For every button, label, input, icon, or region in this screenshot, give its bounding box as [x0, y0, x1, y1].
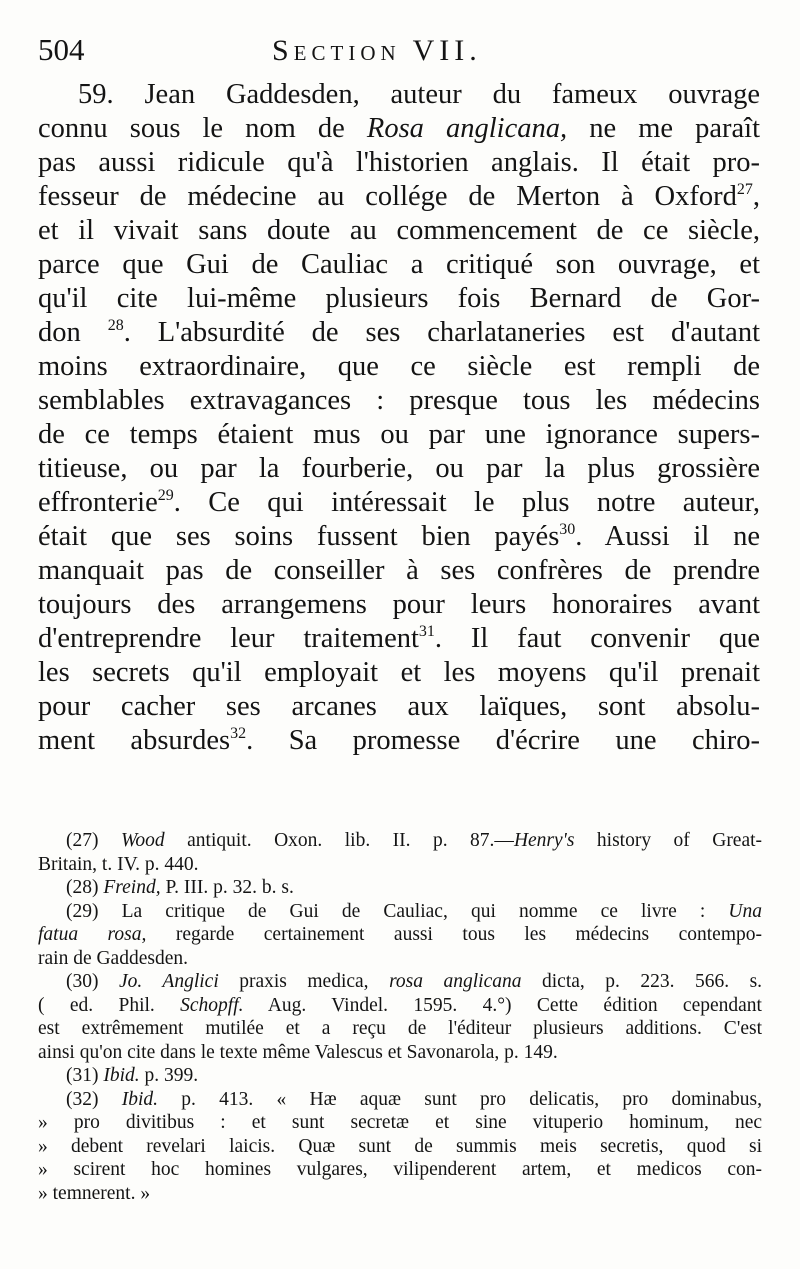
text-line: don $^{28}$. L'absurdité de ses charlataneries est d'autant [38, 317, 760, 348]
footnote-number: (29) [66, 900, 99, 922]
footnote-32: (32) Ibid. p. 413. « Hæ aquæ sunt pro delicatis, pro dominabus, [66, 1088, 762, 1110]
text-line: pour cacher ses arcanes aux laïques, sont absolu- [38, 691, 760, 722]
text-line: connu sous le nom de Rosa anglicana, ne me paraît [38, 113, 760, 144]
text-line: 59. Jean Gaddesden, auteur du fameux ouvrage [78, 79, 760, 110]
footnote-31: (31) Ibid. p. 399. [66, 1065, 199, 1086]
text-line: parce que Gui de Cauliac a critiqué son ouvrage, et [38, 249, 760, 280]
footnote-line: rain de Gaddesden. [38, 947, 188, 969]
footnote-number: (32) [66, 1088, 99, 1110]
footnote-number: (27) [66, 830, 99, 851]
text-line: qu'il cite lui-même plusieurs fois Bernard de Gor- [38, 283, 760, 314]
text-line: d'entreprendre leur traitement$^{31}$. Il faut convenir que [38, 623, 760, 654]
section-title: Section VII. [272, 34, 482, 67]
footnote-line: ainsi qu'on cite dans le texte même Valescus et Savonarola, p. 149. [38, 1041, 558, 1063]
text-line: toujours des arrangemens pour leurs honoraires avant [38, 589, 760, 620]
page-number: 504 [38, 32, 85, 67]
footnote-line: » debent revelari laicis. Quæ sunt de summis meis secretis, quod si [38, 1135, 762, 1157]
text-line: effronterie$^{29}$. Ce qui intéressait le plus notre auteur, [38, 487, 760, 518]
footnote-line: » pro divitibus : et sunt secretæ et sine vituperio hominum, nec [38, 1112, 762, 1133]
text-line: semblables extravagances : presque tous les médecins [38, 385, 760, 416]
footnote-number: (30) [66, 971, 99, 992]
text-line: manquait pas de conseiller à ses confrères de prendre [38, 555, 760, 586]
paragraph-number: 59. [78, 79, 114, 110]
book-title: Rosa anglicana, [366, 113, 568, 144]
text-line: pas aussi ridicule qu'à l'historien anglais. Il était pro- [38, 147, 760, 178]
footnote-line: Britain, t. IV. p. 440. [38, 853, 199, 875]
footnote-27: (27) Wood antiquit. Oxon. lib. II. p. 87.—Henry's history of Great- [66, 830, 762, 851]
text-line: de ce temps étaient mus ou par une ignorance supers- [38, 419, 760, 450]
footnote-line: est extrêmement mutilée et a reçu de l'éditeur plusieurs additions. C'est [38, 1018, 762, 1039]
text-line: les secrets qu'il employait et les moyens qu'il prenait [38, 657, 760, 688]
footnote-30: (30) Jo. Anglici praxis medica, rosa anglicana dicta, p. 223. 566. s. [66, 971, 762, 992]
footnote-29: (29) La critique de Gui de Cauliac, qui nomme ce livre : Una [66, 900, 762, 922]
footnote-line: » temnerent. » [38, 1182, 151, 1204]
text-line: moins extraordinaire, que ce siècle est rempli de [38, 351, 760, 382]
text-line: titieuse, ou par la fourberie, ou par la plus grossière [38, 453, 760, 484]
footnote-ref[interactable]: 30 [559, 521, 576, 538]
footnote-ref[interactable]: 28 [107, 317, 124, 334]
footnote-ref[interactable]: 27 [736, 181, 753, 198]
footnote-ref[interactable]: 32 [230, 725, 247, 742]
footnote-ref[interactable]: 31 [418, 623, 435, 640]
footnote-line: » scirent hoc homines vulgares, vilipenderent artem, et medicos con- [38, 1159, 762, 1180]
text-line: était que ses soins fussent bien payés$^{30}$. Aussi il ne [38, 521, 760, 552]
text-line: et il vivait sans doute au commencement de ce siècle, [38, 215, 760, 246]
page-header [38, 32, 758, 72]
footnote-ref[interactable]: 29 [157, 487, 174, 504]
footnote-line: ( ed. Phil. Schopff. Aug. Vindel. 1595. 4.°) Cette édition cependant [38, 994, 762, 1016]
text-line: fesseur de médecine au collége de Merton à Oxford$^{27}$, [38, 181, 760, 212]
footnote-line: fatua rosa, regarde certainement aussi tous les médecins contempo- [38, 924, 762, 945]
text-line: ment absurdes$^{32}$. Sa promesse d'écrire une chiro- [38, 725, 760, 756]
footnote-number: (28) [66, 877, 99, 898]
footnote-28: (28) Freind, P. III. p. 32. b. s. [66, 877, 294, 898]
footnote-number: (31) [66, 1065, 99, 1086]
body-paragraph [38, 78, 760, 758]
footnotes [38, 829, 762, 1205]
